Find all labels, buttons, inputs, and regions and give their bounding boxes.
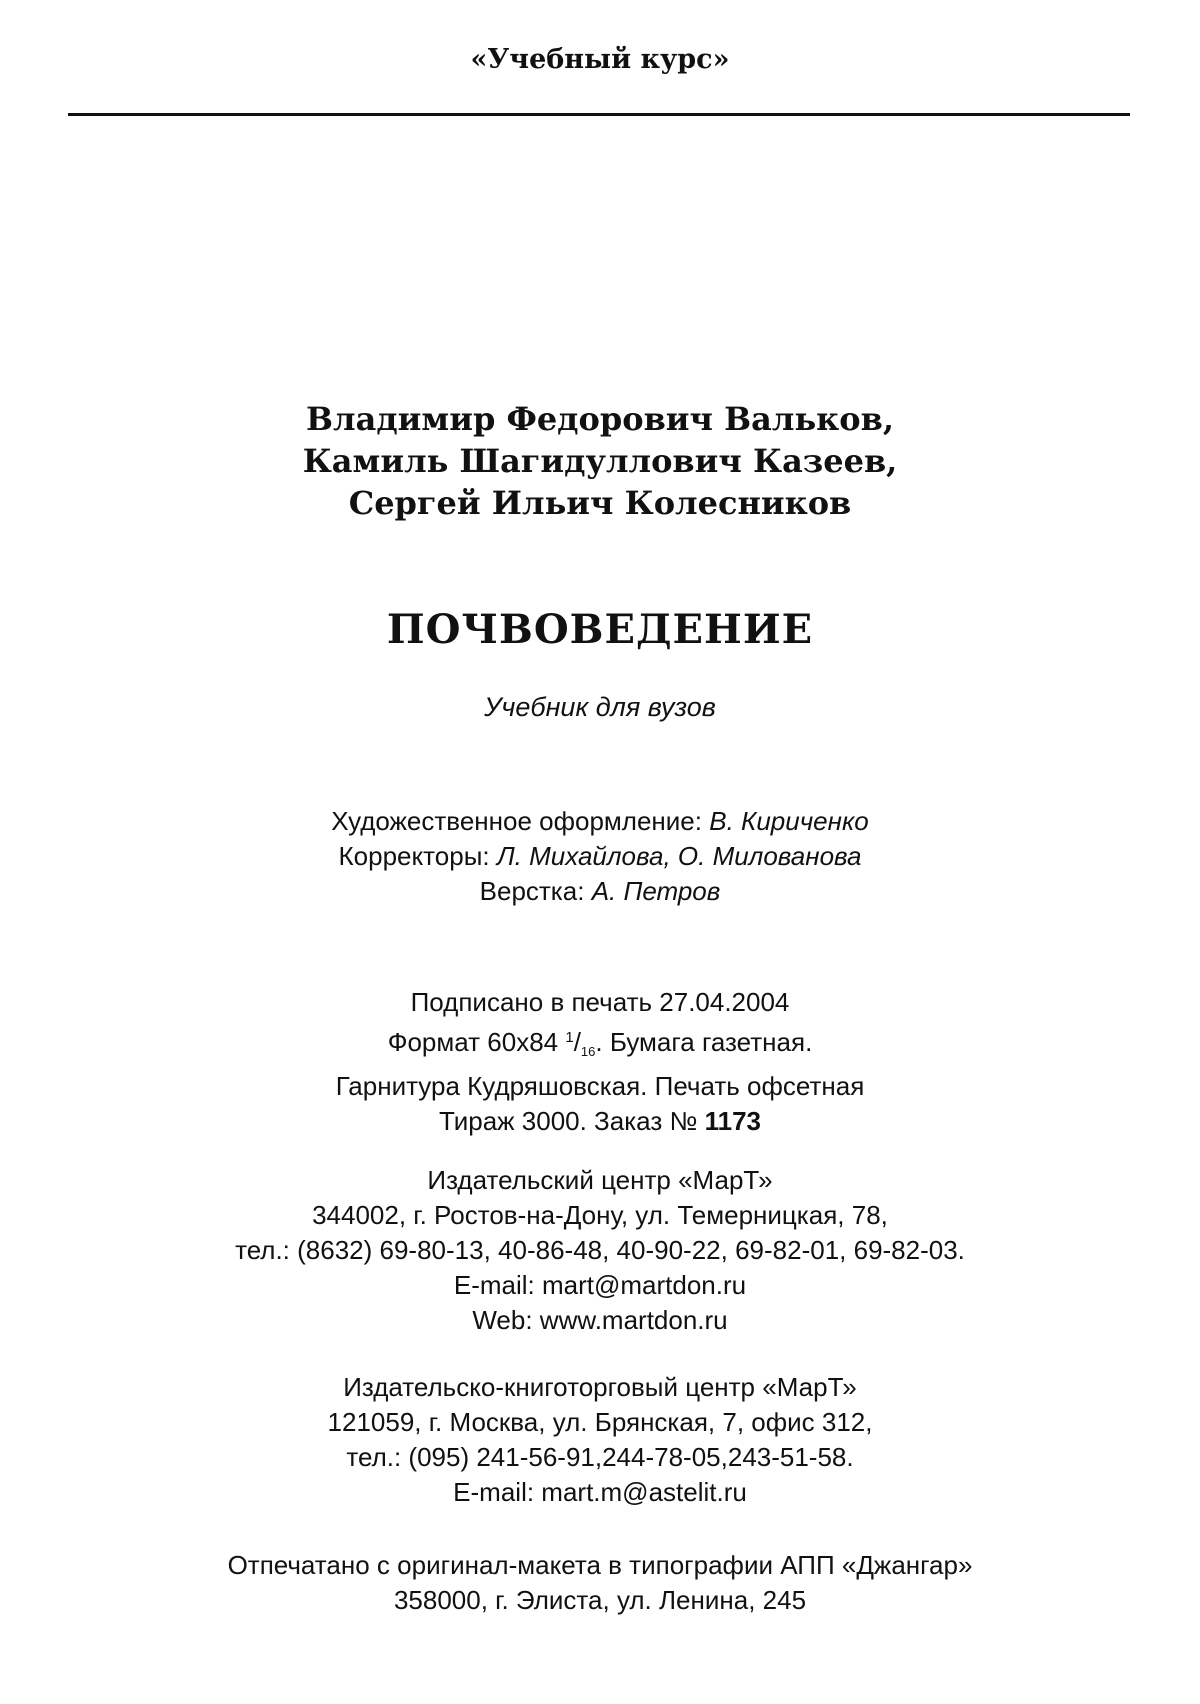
credit-proofreaders (0, 839, 1200, 874)
author-name: Владимир Федорович Вальков, (306, 400, 894, 438)
print-format: Формат 60x84 $^1$/16. Бумага газетная. (387, 1027, 813, 1059)
credit-value: Л. Михайлова, О. Милованова (496, 841, 862, 871)
credit-design (0, 804, 1200, 839)
order-number: 1173 (704, 1106, 762, 1136)
bookstore-name: Издательско-книготорговый центр «МарТ» (343, 1372, 857, 1402)
publisher-email: E-mail: mart@martdon.ru (453, 1270, 747, 1300)
book-title: ПОЧВОВЕДЕНИЕ (386, 606, 814, 653)
bookstore-block (0, 1370, 1200, 1510)
format-suffix: . Бумага газетная. (595, 1027, 813, 1057)
credits-block (0, 804, 1200, 909)
print-info-block (0, 985, 1200, 1139)
publisher-name: Издательский центр «МарТ» (427, 1165, 773, 1195)
publisher-web: Web: www.martdon.ru (472, 1305, 728, 1335)
format-fraction-numerator: 1 (565, 1029, 574, 1046)
credit-value: В. Кириченко (709, 806, 869, 836)
bookstore-email: E-mail: mart.m@astelit.ru (453, 1477, 747, 1507)
credit-layout (0, 874, 1200, 909)
credit-label: Верстка: (479, 876, 585, 906)
print-run (0, 1104, 1200, 1139)
print-signed: Подписано в печать 27.04.2004 (410, 987, 790, 1017)
credit-value: А. Петров (591, 876, 721, 906)
series-name: «Учебный курс» (470, 44, 730, 75)
author-name: Камиль Шагидуллович Казеев, (302, 442, 898, 480)
credit-label: Корректоры: (338, 841, 490, 871)
publisher-phones: тел.: (8632) 69-80-13, 40-86-48, 40-90-22, 69-82-01, 69-82-03. (235, 1235, 965, 1265)
credit-label: Художественное оформление: (331, 806, 702, 836)
run-prefix: Тираж 3000. Заказ № (438, 1106, 698, 1136)
format-prefix: Формат 60x84 (387, 1027, 559, 1057)
book-subtitle: Учебник для вузов (484, 692, 716, 722)
authors-block (0, 398, 1200, 524)
publisher-block (0, 1163, 1200, 1338)
format-fraction-denominator: 16 (580, 1044, 596, 1059)
print-typeface: Гарнитура Кудряшовская. Печать офсетная (335, 1071, 865, 1101)
header-rule (68, 113, 1130, 116)
publisher-address: 344002, г. Ростов-на-Дону, ул. Темерницкая, 78, (312, 1200, 888, 1230)
printer-address: 358000, г. Элиста, ул. Ленина, 245 (393, 1585, 807, 1615)
bookstore-phones: тел.: (095) 241-56-91,244-78-05,243-51-58. (346, 1442, 854, 1472)
bookstore-address: 121059, г. Москва, ул. Брянская, 7, офис 312, (327, 1407, 873, 1437)
author-name: Сергей Ильич Колесников (348, 484, 852, 522)
printer-block (0, 1548, 1200, 1618)
printer-line: Отпечатано с оригинал-макета в типографии АПП «Джангар» (227, 1550, 973, 1580)
